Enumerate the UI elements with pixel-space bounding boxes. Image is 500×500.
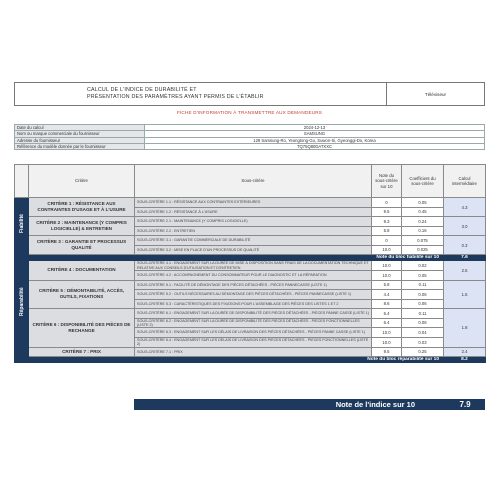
reparabilite-total-label: Note du bloc réparabilité sur 10 bbox=[15, 357, 444, 363]
note-cell: 5.8 bbox=[372, 226, 402, 236]
section-label: Réparabilité bbox=[19, 287, 25, 316]
calc-cell: 1.8 bbox=[444, 309, 486, 348]
subcriterion-cell: SOUS-CRITÈRE 2.1 : MAINTENANCE (Y COMPRIS LOGICIELLE) bbox=[135, 217, 372, 227]
coef-cell: 0.06 bbox=[402, 299, 444, 309]
header-title bbox=[15, 83, 387, 105]
subcriterion-cell: SOUS-CRITÈRE 2.2 : ENTRETIEN bbox=[135, 226, 372, 236]
calc-cell: 2.4 bbox=[444, 347, 486, 357]
info-value: SAMSUNG bbox=[145, 131, 485, 137]
section-label: Fiabilité bbox=[19, 214, 25, 233]
calc-cell: 4.3 bbox=[444, 198, 486, 217]
info-label: Date du calcul bbox=[15, 125, 145, 131]
document-header bbox=[14, 82, 485, 106]
table-row bbox=[15, 309, 486, 319]
coef-cell: 0.06 bbox=[402, 290, 444, 300]
subcriterion-cell: SOUS-CRITÈRE 4.2 : ACCOMPAGNEMENT DU CONSOMMATEUR POUR LE DIAGNOSTIC ET LA RÉPARATION bbox=[135, 271, 372, 281]
info-value: TQ75Q80DATXXC bbox=[145, 143, 485, 149]
table-row bbox=[15, 280, 486, 290]
coef-cell: 0.45 bbox=[402, 207, 444, 217]
index-total-label: Note de l'indice sur 10 bbox=[335, 400, 415, 409]
fiabilite-total-label: Note du bloc fiabilité sur 10 bbox=[15, 255, 444, 261]
coef-cell: 0.11 bbox=[402, 280, 444, 290]
criterion-cell: CRITÈRE 7 : PRIX bbox=[29, 347, 135, 357]
table-header-row bbox=[15, 165, 486, 198]
note-cell: 10.0 bbox=[372, 328, 402, 338]
subcriterion-cell: SOUS-CRITÈRE 6.4 : ENGAGEMENT SUR LES DÉLAIS DE LIVRAISON DES PIÈCES DÉTACHÉES - PIÈCES FONCTIONNELLES (LISTE 2) bbox=[135, 337, 372, 347]
subcriterion-cell: SOUS-CRITÈRE 5.2 : OUTILS NÉCESSAIRES AU DÉMONTAGE DES PIÈCES DÉTACHÉES - PIÈCES PANNECASSE (LISTE 1) bbox=[135, 290, 372, 300]
note-cell: 0 bbox=[372, 198, 402, 208]
coef-cell: 0.06 bbox=[402, 318, 444, 328]
col-calc: Calcul intermédiaire bbox=[444, 165, 486, 198]
criterion-cell: CRITÈRE 5 : DÉMONTABILITÉ, ACCÈS, OUTILS, FIXATIONS bbox=[29, 280, 135, 309]
table-row bbox=[15, 347, 486, 357]
index-total-bar bbox=[134, 399, 485, 410]
subcriterion-cell: SOUS-CRITÈRE 4.1 : ENGAGEMENT SUR LA DURÉE DE MISE À DISPOSITION SANS FRAIS DE LA DOCUMENTATION TECHNIQUE ET RELATIVE AUX CONSEILS D'UTILISATION ET D'ENTRETIEN bbox=[135, 261, 372, 271]
info-value: 2024-12-13 bbox=[145, 125, 485, 131]
info-table bbox=[14, 124, 485, 150]
table-row bbox=[15, 217, 486, 227]
criterion-cell: CRITÈRE 4 : DOCUMENTATION bbox=[29, 261, 135, 280]
section-reparabilite bbox=[15, 261, 29, 357]
note-cell: 10.0 bbox=[372, 337, 402, 347]
note-cell: 10.0 bbox=[372, 261, 402, 271]
table-row bbox=[15, 236, 486, 246]
reparabilite-total-row bbox=[15, 357, 486, 363]
header-title-line1: CALCUL DE L'INDICE DE DURABILITÉ ET bbox=[87, 86, 197, 93]
reparabilite-total-value: 8.2 bbox=[444, 357, 486, 363]
info-label: Nom ou marque commerciale du fournisseur bbox=[15, 131, 145, 137]
coef-cell: 0.05 bbox=[402, 271, 444, 281]
note-cell: 4.4 bbox=[372, 290, 402, 300]
table-row bbox=[15, 198, 486, 208]
index-total-value: 7.9 bbox=[459, 400, 471, 409]
info-value: 129 Samsung-Ro, Yeongtong-Gu, Suwon-Si, Gyeonggi-Do, Korea bbox=[145, 137, 485, 143]
calc-cell: 1.5 bbox=[444, 280, 486, 309]
note-cell: 5.8 bbox=[372, 280, 402, 290]
note-cell: 8.6 bbox=[372, 299, 402, 309]
note-cell: 10.0 bbox=[372, 245, 402, 255]
coef-cell: 0.25 bbox=[402, 347, 444, 357]
coef-cell: 0.11 bbox=[402, 309, 444, 319]
coef-cell: 0.05 bbox=[402, 198, 444, 208]
criterion-cell: CRITÈRE 3 : GARANTIE ET PROCESSUS QUALITÉ bbox=[29, 236, 135, 255]
criterion-cell: CRITÈRE 1 : RÉSISTANCE AUX CONTRAINTES D'USAGE ET À L'USURE bbox=[29, 198, 135, 217]
subcriterion-cell: SOUS-CRITÈRE 5.1 : FACILITÉ DE DÉMONTAGE DES PIÈCES DÉTACHÉES - PIÈCES PANNECASSE (LISTE 1) bbox=[135, 280, 372, 290]
subcriterion-cell: SOUS-CRITÈRE 5.3 : CARACTÉRISTIQUES DES FIXATIONS POUR L'ASSEMBLAGE DES PIÈCES DES LISTES 1 ET 2 bbox=[135, 299, 372, 309]
coef-cell: 0.24 bbox=[402, 217, 444, 227]
coef-cell: 0.04 bbox=[402, 328, 444, 338]
note-cell: 0 bbox=[372, 236, 402, 246]
col-subcriteria: Sous-critère bbox=[135, 165, 372, 198]
criterion-cell: CRITÈRE 2 : MAINTENANCE (Y COMPRIS LOGICIELLE) & ENTRETIEN bbox=[29, 217, 135, 236]
col-note: Note du sous-critère sur 10 bbox=[372, 165, 402, 198]
subcriterion-cell: SOUS-CRITÈRE 6.2 : ENGAGEMENT SUR LA DURÉE DE DISPONIBILITÉ DES PIÈCES DÉTACHÉES - PIÈCES FONCTIONNELLES (LISTE 2) bbox=[135, 318, 372, 328]
document-subtitle: FICHE D'INFORMATION À TRANSMETTRE AUX DEMANDEURS bbox=[176, 110, 323, 115]
calc-cell: 0.3 bbox=[444, 236, 486, 255]
subcriterion-cell: SOUS-CRITÈRE 6.1 : ENGAGEMENT SUR LA DURÉE DE DISPONIBILITÉ DES PIÈCES DÉTACHÉES - PIÈCES PANNE CASSE (LISTE 1) bbox=[135, 309, 372, 319]
subcriterion-cell: SOUS-CRITÈRE 3.1 : GARANTIE COMMERCIALE DE DURABILITÉ bbox=[135, 236, 372, 246]
criteria-table bbox=[14, 164, 486, 363]
note-cell: 6.4 bbox=[372, 318, 402, 328]
coef-cell: 0.025 bbox=[402, 245, 444, 255]
note-cell: 9.5 bbox=[372, 347, 402, 357]
product-type: Téléviseur bbox=[424, 91, 447, 97]
coef-cell: 0.02 bbox=[402, 261, 444, 271]
note-cell: 9.3 bbox=[372, 217, 402, 227]
col-coef: Coefficient du sous-critère bbox=[402, 165, 444, 198]
subcriterion-cell: SOUS-CRITÈRE 1.2 : RÉSISTANCE À L'USURE bbox=[135, 207, 372, 217]
coef-cell: 0.075 bbox=[402, 236, 444, 246]
coef-cell: 0.16 bbox=[402, 226, 444, 236]
coef-cell: 0.03 bbox=[402, 337, 444, 347]
table-row bbox=[15, 261, 486, 271]
info-row bbox=[15, 143, 485, 149]
criterion-cell: CRITÈRE 6 : DISPONIBILITÉ DES PIÈCES DE RECHANGE bbox=[29, 309, 135, 348]
section-fiabilite bbox=[15, 198, 29, 255]
subcriterion-cell: SOUS-CRITÈRE 3.2 : MISE EN PLACE D'UN PROCESSUS DE QUALITÉ bbox=[135, 245, 372, 255]
info-label: Référence du modèle donnée par le fournisseur bbox=[15, 143, 145, 149]
header-spacer bbox=[15, 165, 29, 198]
col-criteria: Critère bbox=[29, 165, 135, 198]
note-cell: 9.5 bbox=[372, 207, 402, 217]
note-cell: 6.4 bbox=[372, 309, 402, 319]
calc-cell: 3.0 bbox=[444, 217, 486, 236]
subcriterion-cell: SOUS-CRITÈRE 6.3 : ENGAGEMENT SUR LES DÉLAIS DE LIVRAISON DES PIÈCES DÉTACHÉES - PIÈCES PANNE CASSE (LISTE 1) bbox=[135, 328, 372, 338]
info-label: Adresse du fournisseur bbox=[15, 137, 145, 143]
subcriterion-cell: SOUS-CRITÈRE 1.1 : RÉSISTANCE AUX CONTRAINTES EXTÉRIEURES bbox=[135, 198, 372, 208]
note-cell: 10.0 bbox=[372, 271, 402, 281]
header-title-line2: PRÉSENTATION DES PARAMÈTRES AYANT PERMIS DE L'ÉTABLIR bbox=[87, 94, 264, 100]
calc-cell: 2.5 bbox=[444, 261, 486, 280]
subcriterion-cell: SOUS-CRITÈRE 7.1 : PRIX bbox=[135, 347, 372, 357]
fiabilite-total-value: 7.6 bbox=[444, 255, 486, 261]
